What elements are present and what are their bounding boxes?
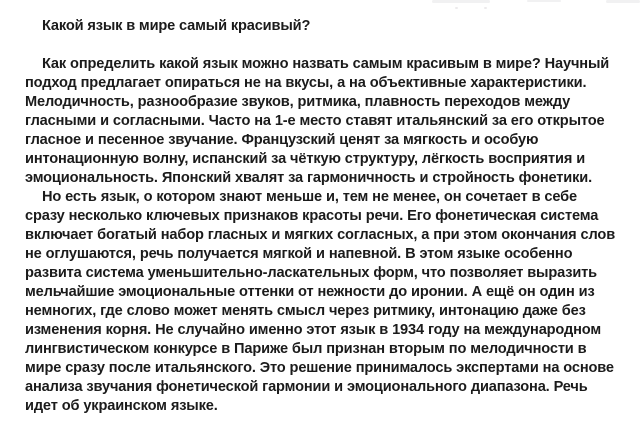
page-title: Какой язык в мире самый красивый? bbox=[42, 18, 311, 34]
paragraph-1: Как определить какой язык можно назвать самым красивым в мире? Научный подход предлагает опираться не на вкусы, а на объективные характеристики. Мелодичность, разнообразие звуков, ритмика, плавность переходов между гласными и согласными. Часто на 1-е место ставят итальянский за его открытое гласное и песенное звучание. Французский ценят за мягкость и особую интонационную волну, испанский за чёткую структуру, лёгкость восприятия и эмоциональность. Японский хвалят за гармоничность и стройность фонетики. bbox=[25, 56, 610, 186]
cropped-ui-artifact bbox=[484, 7, 487, 9]
cropped-ui-artifact bbox=[527, 0, 561, 2]
cropped-ui-artifact bbox=[606, 0, 640, 3]
cropped-ui-artifact bbox=[455, 7, 458, 9]
paragraph-2: Но есть язык, о котором знают меньше и, тем не менее, он сочетает в себе сразу несколько ключевых признаков красоты речи. Его фонетическая система включает богатый набор гласных и мягких согласных, а при этом окончания слов не оглушаются, речь получается мягкой и напевной. В этом языке особенно развита система уменьшительно-ласкательных форм, что позволяет выразить мельчайшие эмоциональные оттенки от нежности до иронии. А ещё он один из немногих, где слово может менять смысл через ритмику, интонацию даже без изменения корня. Не случайно именно этот язык в 1934 году на международном лингвистическом конкурсе в Париже был признан вторым по мелодичности в мире сразу после итальянского. Это решение принималось экспертами на основе анализа звучания фонетической гармонии и эмоционального диапазона. Речь идет об украинском языке. bbox=[25, 189, 616, 414]
cropped-ui-artifact bbox=[432, 0, 490, 3]
